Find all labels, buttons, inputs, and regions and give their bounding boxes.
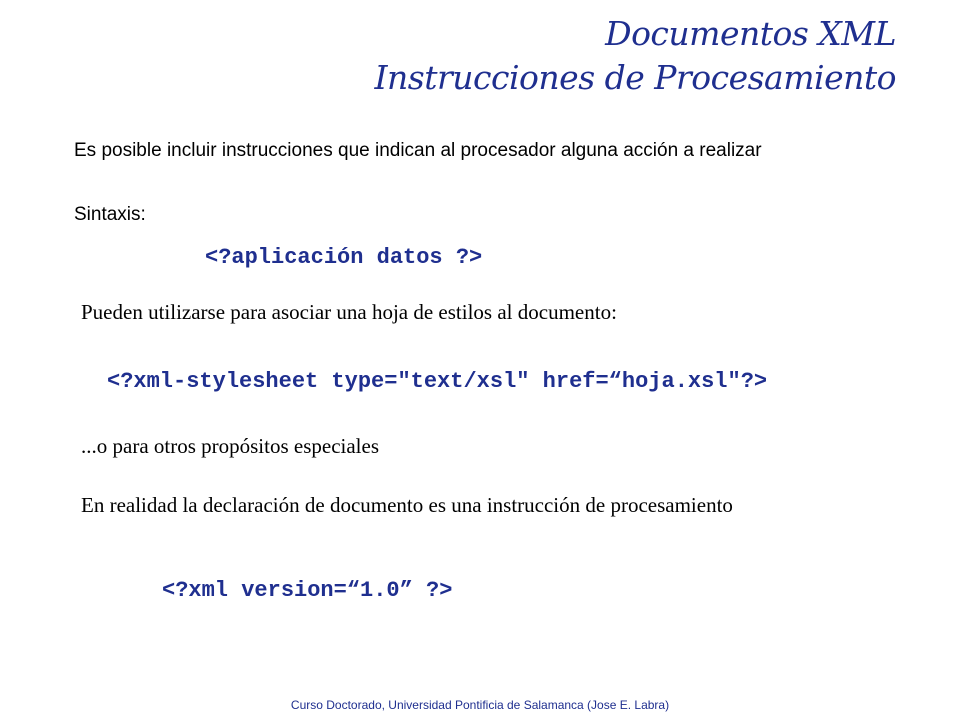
footer-credit: Curso Doctorado, Universidad Pontificia de Salamanca (Jose E. Labra) — [290, 698, 670, 712]
xml-declaration-code: <?xml version=“1.0” ?> — [162, 578, 453, 603]
paragraph-stylesheet: Pueden utilizarse para asociar una hoja de estilos al documento: — [81, 300, 617, 324]
paragraph-other-purposes: ...o para otros propósitos especiales — [81, 434, 380, 458]
paragraph-intro: Es posible incluir instrucciones que indican al procesador alguna acción a realizar — [74, 140, 762, 161]
title-line-1: Documentos XML — [605, 14, 896, 53]
syntax-label: Sintaxis: — [74, 204, 146, 225]
slide-title — [375, 12, 896, 100]
title-line-2: Instrucciones de Procesamiento — [374, 58, 896, 97]
stylesheet-code: <?xml-stylesheet type="text/xsl" href=“hoja.xsl"?> — [107, 369, 768, 394]
paragraph-declaration: En realidad la declaración de documento es una instrucción de procesamiento — [81, 493, 733, 517]
syntax-code: <?aplicación datos ?> — [205, 245, 483, 270]
